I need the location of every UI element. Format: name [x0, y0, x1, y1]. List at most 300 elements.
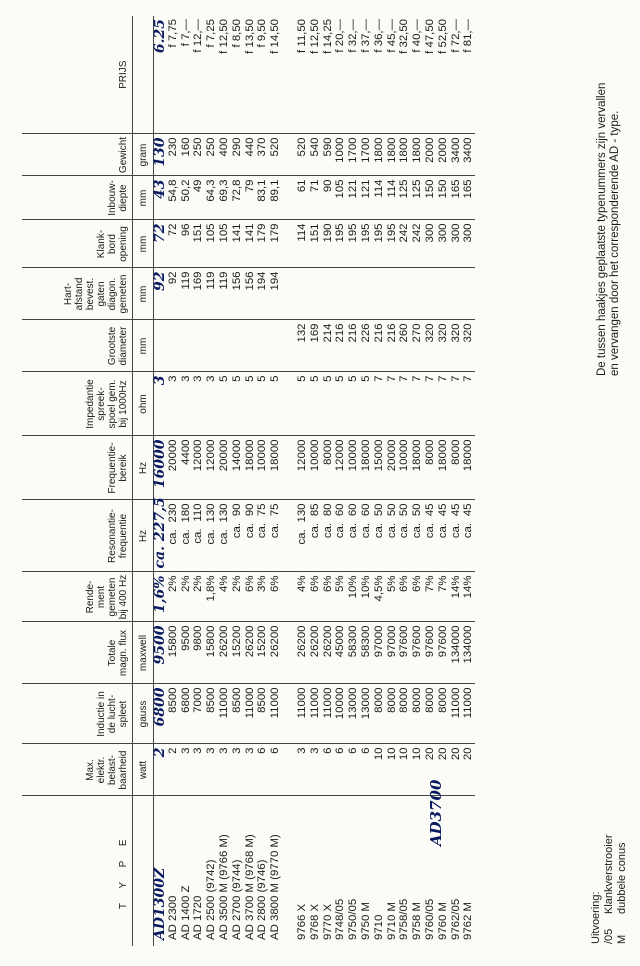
cell-freq-range: 18000	[244, 436, 257, 500]
cell-type: 9766 X	[296, 796, 309, 946]
cell-type: 9748/05	[334, 796, 347, 946]
cell-flux: 26200	[296, 622, 309, 684]
resonance-value: 90	[243, 503, 256, 517]
cell-baffle: 179	[256, 220, 269, 268]
footer-uitvoering: Uitvoering:	[590, 891, 602, 944]
cell-resonance	[244, 500, 257, 572]
unit-diameter: mm	[133, 320, 154, 372]
cell-freq-range: 12000	[296, 436, 309, 500]
approx-label: ca.	[398, 522, 411, 539]
cell-max-power: 3	[205, 744, 218, 796]
table-row	[256, 16, 269, 946]
resonance-value: 60	[347, 503, 360, 517]
cell-freq-range: 10000	[347, 436, 360, 500]
cell-type: 9762/05	[450, 796, 463, 946]
max-power-header: Max. elektr. belast- baarheid	[22, 744, 133, 796]
handwritten-baffle: 72	[154, 220, 167, 268]
cell-baffle: 300	[424, 220, 437, 268]
cell-efficiency: 2%	[231, 572, 244, 622]
footer-code-m: M	[616, 934, 628, 944]
spacer-cell	[282, 500, 296, 572]
cell-diameter: 320	[462, 320, 475, 372]
handwritten-depth: 43	[154, 176, 167, 220]
cell-price: f 81,—	[462, 19, 475, 53]
hole-spacing-header: Hart- afstand bevest. gaten diagon. gemeten	[22, 268, 133, 320]
cell-flux: 15200	[231, 622, 244, 684]
cell-induction: 8000	[398, 684, 411, 744]
table-row	[373, 16, 386, 946]
handwritten-freq-range: 16000	[154, 436, 167, 500]
approx-label: ca.	[295, 529, 308, 545]
cell-weight: 590	[322, 134, 335, 176]
unit-flux: maxwell	[133, 622, 154, 684]
cell-type: 9750/05	[347, 796, 360, 946]
cell-weight: 1700	[360, 134, 373, 176]
cell-resonance	[180, 500, 193, 572]
cell-freq-range: 12000	[205, 436, 218, 500]
cell-type: AD 2800 (9746)	[256, 796, 269, 946]
cell-resonance	[437, 500, 450, 572]
cell-freq-range: 18000	[437, 436, 450, 500]
cell-impedance: 3	[192, 372, 205, 436]
table-row	[360, 16, 373, 946]
cell-price: f 52,50	[436, 19, 449, 54]
table-row	[334, 16, 347, 946]
cell-flux: 58300	[360, 622, 373, 684]
cell-diameter: 320	[450, 320, 463, 372]
cell-induction: 7000	[192, 684, 205, 744]
resonance-header: Resonantie- frequentie	[22, 500, 133, 572]
cell-diameter: 270	[411, 320, 424, 372]
cell-freq-range: 8000	[424, 436, 437, 500]
cell-diameter	[180, 320, 193, 372]
table-row	[180, 16, 193, 946]
cell-impedance: 7	[373, 372, 386, 436]
cell-induction: 11000	[309, 684, 322, 744]
cell-depth: 83,1	[256, 176, 269, 220]
cell-efficiency: 6%	[398, 572, 411, 622]
cell-hole-spacing: 119	[205, 268, 218, 320]
cell-baffle: 300	[437, 220, 450, 268]
cell-resonance	[205, 500, 218, 572]
cell-freq-range: 14000	[231, 436, 244, 500]
approx-label: ca.	[256, 522, 269, 539]
table-row	[269, 16, 282, 946]
cell-impedance: 5	[309, 372, 322, 436]
cell-weight: 230	[167, 134, 180, 176]
approx-label: ca.	[372, 522, 385, 539]
cell-hole-spacing: 194	[269, 268, 282, 320]
cell-efficiency: 2%	[192, 572, 205, 622]
cell-induction: 10000	[334, 684, 347, 744]
cell-freq-range: 20000	[386, 436, 399, 500]
cell-diameter	[192, 320, 205, 372]
cell-impedance: 7	[411, 372, 424, 436]
cell-diameter	[231, 320, 244, 372]
cell-max-power: 10	[386, 744, 399, 796]
approx-label: ca.	[411, 522, 424, 539]
cell-baffle: 300	[462, 220, 475, 268]
cell-max-power: 20	[424, 744, 437, 796]
cell-impedance: 5	[256, 372, 269, 436]
cell-max-power: 3	[309, 744, 322, 796]
cell-weight: 1800	[398, 134, 411, 176]
resonance-value: 45	[423, 503, 436, 517]
resonance-value: 45	[449, 503, 462, 517]
cell-baffle: 300	[450, 220, 463, 268]
cell-resonance	[296, 500, 309, 572]
cell-price: f 11,50	[295, 19, 308, 53]
table-row	[205, 16, 218, 946]
induction-header: Inductie in de lucht- spleet	[22, 684, 133, 744]
cell-impedance: 5	[244, 372, 257, 436]
cell-hole-spacing: 92	[167, 268, 180, 320]
cell-max-power: 6	[256, 744, 269, 796]
cell-freq-range: 20000	[167, 436, 180, 500]
cell-induction: 8500	[231, 684, 244, 744]
approx-label: ca.	[243, 522, 256, 539]
table-row	[231, 16, 244, 946]
cell-diameter: 320	[424, 320, 437, 372]
cell-price: f 32,50	[398, 19, 411, 54]
cell-baffle: 195	[347, 220, 360, 268]
table-row	[192, 16, 205, 946]
cell-flux: 26200	[244, 622, 257, 684]
footer-note-line2: en vervangen door het corresponderende AD - type.	[609, 110, 621, 376]
cell-flux: 26200	[269, 622, 282, 684]
approx-label: ca.	[321, 522, 334, 539]
table-row	[322, 16, 335, 946]
table-row	[386, 16, 399, 946]
cell-freq-range: 10000	[398, 436, 411, 500]
cell-induction: 8500	[167, 684, 180, 744]
cell-flux: 9800	[192, 622, 205, 684]
cell-induction: 11000	[244, 684, 257, 744]
cell-resonance	[347, 500, 360, 572]
approx-label: ca.	[205, 529, 218, 545]
cell-resonance	[231, 500, 244, 572]
cell-hole-spacing	[450, 268, 463, 320]
cell-freq-range: 8000	[322, 436, 335, 500]
cell-resonance	[398, 500, 411, 572]
approx-label: ca.	[166, 529, 179, 545]
cell-hole-spacing	[322, 268, 335, 320]
efficiency-header: Rende- ment gemeten bij 400 Hz	[22, 572, 133, 622]
cell-diameter	[244, 320, 257, 372]
handwritten-type: AD1300Z	[154, 796, 167, 946]
cell-impedance: 3	[180, 372, 193, 436]
cell-type: AD 3700 M (9768 M)	[244, 796, 257, 946]
cell-type: AD 1400 Z	[180, 796, 193, 946]
table-row	[347, 16, 360, 946]
cell-baffle: 151	[309, 220, 322, 268]
cell-freq-range: 12000	[192, 436, 205, 500]
cell-flux: 26200	[218, 622, 231, 684]
cell-flux: 15200	[256, 622, 269, 684]
cell-flux: 26200	[309, 622, 322, 684]
handwritten-impedance: 3	[154, 372, 167, 436]
cell-price: f 36,—	[372, 19, 385, 53]
cell-price: f 9,50	[256, 19, 269, 48]
footer-code-05: /05	[603, 928, 615, 944]
cell-depth: 114	[373, 176, 386, 220]
cell-depth: 150	[437, 176, 450, 220]
cell-induction: 8000	[373, 684, 386, 744]
cell-hole-spacing	[411, 268, 424, 320]
cell-diameter	[269, 320, 282, 372]
resonance-value: 60	[334, 503, 347, 517]
cell-efficiency: 6%	[309, 572, 322, 622]
cell-weight: 1800	[373, 134, 386, 176]
cell-impedance: 5	[322, 372, 335, 436]
footer-code-05-text: Klankverstrooier	[603, 834, 615, 914]
cell-diameter: 260	[398, 320, 411, 372]
cell-max-power: 20	[450, 744, 463, 796]
cell-resonance	[386, 500, 399, 572]
cell-induction: 8500	[256, 684, 269, 744]
cell-baffle: 141	[244, 220, 257, 268]
spacer-cell	[282, 268, 296, 320]
spacer-cell	[282, 572, 296, 622]
cell-freq-range: 18000	[360, 436, 373, 500]
cell-price: f 40,—	[411, 19, 424, 53]
cell-depth: 165	[462, 176, 475, 220]
cell-type: 9760/05	[424, 796, 437, 946]
cell-baffle: 190	[322, 220, 335, 268]
cell-efficiency: 1,8%	[205, 572, 218, 622]
cell-weight: 2000	[424, 134, 437, 176]
cell-type: AD 2700 (9744)	[231, 796, 244, 946]
spacer-cell	[282, 320, 296, 372]
cell-price: f 12,—	[192, 19, 205, 53]
cell-efficiency: 7%	[424, 572, 437, 622]
type-header: T Y P E	[22, 796, 133, 946]
cell-weight: 400	[218, 134, 231, 176]
cell-depth: 121	[360, 176, 373, 220]
cell-induction: 8500	[205, 684, 218, 744]
cell-type: 9710	[373, 796, 386, 946]
cell-weight: 540	[309, 134, 322, 176]
cell-price: f 12,50	[217, 19, 230, 54]
cell-weight: 1000	[334, 134, 347, 176]
cell-baffle: 151	[192, 220, 205, 268]
cell-induction: 11000	[269, 684, 282, 744]
cell-weight: 290	[231, 134, 244, 176]
resonance-value: 50	[372, 503, 385, 517]
handwritten-price: 6.25	[152, 19, 168, 54]
cell-weight: 520	[269, 134, 282, 176]
cell-impedance: 5	[231, 372, 244, 436]
spacer-cell	[282, 684, 296, 744]
cell-freq-range: 8000	[450, 436, 463, 500]
table-row	[244, 16, 257, 946]
cell-depth: 64,3	[205, 176, 218, 220]
cell-hole-spacing: 169	[192, 268, 205, 320]
resonance-value: 50	[411, 503, 424, 517]
cell-flux: 26200	[322, 622, 335, 684]
cell-depth: 125	[411, 176, 424, 220]
cell-price: f 37,—	[359, 19, 372, 53]
cell-diameter: 132	[296, 320, 309, 372]
cell-max-power: 20	[462, 744, 475, 796]
cell-resonance	[373, 500, 386, 572]
cell-baffle: 179	[269, 220, 282, 268]
cell-impedance: 5	[218, 372, 231, 436]
cell-max-power: 3	[218, 744, 231, 796]
cell-price: f 72,—	[449, 19, 462, 53]
cell-depth: 89,1	[269, 176, 282, 220]
cell-freq-range: 4400	[180, 436, 193, 500]
resonance-value: 110	[192, 503, 205, 522]
resonance-value: 130	[295, 503, 308, 523]
cell-weight: 1800	[411, 134, 424, 176]
cell-efficiency: 3%	[256, 572, 269, 622]
cell-max-power: 6	[334, 744, 347, 796]
table-row	[167, 16, 180, 946]
cell-hole-spacing	[462, 268, 475, 320]
cell-resonance	[322, 500, 335, 572]
cell-impedance: 3	[205, 372, 218, 436]
handwritten-diameter	[154, 320, 167, 372]
cell-efficiency: 10%	[360, 572, 373, 622]
diameter-header: Grootste diameter	[22, 320, 133, 372]
cell-hole-spacing	[437, 268, 450, 320]
cell-impedance: 5	[269, 372, 282, 436]
cell-flux: 9500	[180, 622, 193, 684]
cell-resonance	[334, 500, 347, 572]
units-row	[133, 16, 154, 946]
resonance-value: 130	[217, 503, 230, 523]
unit-hole-spacing: mm	[133, 268, 154, 320]
cell-depth: 49	[192, 176, 205, 220]
cell-freq-range: 10000	[309, 436, 322, 500]
resonance-value: 45	[462, 503, 475, 517]
cell-max-power: 6	[360, 744, 373, 796]
cell-flux: 97600	[437, 622, 450, 684]
approx-label: ca.	[449, 522, 462, 539]
cell-type: 9770 X	[322, 796, 335, 946]
handwritten-row	[154, 16, 167, 946]
handwritten-induction: 6800	[154, 684, 167, 744]
resonance-value: 50	[385, 503, 398, 517]
cell-price: f 12,50	[308, 19, 321, 54]
cell-diameter: 216	[373, 320, 386, 372]
cell-induction: 8000	[411, 684, 424, 744]
cell-price: f 14,50	[269, 19, 282, 54]
cell-efficiency: 14%	[462, 572, 475, 622]
cell-depth: 121	[347, 176, 360, 220]
freq-range-header: Frequentie- bereik	[22, 436, 133, 500]
cell-max-power: 6	[269, 744, 282, 796]
spacer-cell	[282, 176, 296, 220]
cell-price: f 7,25	[205, 19, 218, 48]
cell-resonance	[411, 500, 424, 572]
approx-label: ca.	[334, 522, 347, 539]
weight-header: Gewicht	[22, 134, 133, 176]
unit-induction: gauss	[133, 684, 154, 744]
spacer-cell	[282, 622, 296, 684]
cell-max-power: 20	[437, 744, 450, 796]
table-row	[411, 16, 424, 946]
unit-type	[133, 796, 154, 946]
cell-diameter	[167, 320, 180, 372]
cell-depth: 54,8	[167, 176, 180, 220]
approx-label: ca.	[423, 522, 436, 539]
cell-diameter	[256, 320, 269, 372]
cell-diameter: 214	[322, 320, 335, 372]
cell-induction: 11000	[218, 684, 231, 744]
table-row	[218, 16, 231, 946]
cell-diameter: 169	[309, 320, 322, 372]
cell-price: f 47,50	[423, 19, 436, 54]
cell-max-power: 3	[192, 744, 205, 796]
cell-depth: 79	[244, 176, 257, 220]
table-row	[462, 16, 475, 946]
approx-label: ca.	[192, 528, 205, 544]
unit-depth: mm	[133, 176, 154, 220]
cell-freq-range: 12000	[334, 436, 347, 500]
unit-baffle: mm	[133, 220, 154, 268]
cell-induction: 8000	[424, 684, 437, 744]
cell-induction: 6800	[180, 684, 193, 744]
cell-efficiency: 4,5%	[373, 572, 386, 622]
cell-efficiency: 6%	[269, 572, 282, 622]
price-header: PRIJS	[22, 16, 133, 134]
cell-efficiency: 6%	[411, 572, 424, 622]
cell-hole-spacing	[360, 268, 373, 320]
cell-baffle: 141	[231, 220, 244, 268]
cell-efficiency: 5%	[386, 572, 399, 622]
cell-hole-spacing	[386, 268, 399, 320]
cell-hole-spacing	[334, 268, 347, 320]
approx-label: ca.	[385, 522, 398, 539]
unit-efficiency	[133, 572, 154, 622]
cell-type: AD 3800 M (9770 M)	[269, 796, 282, 946]
cell-price: f 13,50	[243, 19, 256, 54]
cell-freq-range: 18000	[411, 436, 424, 500]
baffle-header: Klank- bord opening	[22, 220, 133, 268]
approx-label: ca.	[347, 522, 360, 539]
cell-max-power: 2	[167, 744, 180, 796]
cell-price: f 7,75	[166, 19, 179, 48]
cell-hole-spacing	[347, 268, 360, 320]
cell-resonance	[167, 500, 180, 572]
cell-freq-range: 15000	[373, 436, 386, 500]
cell-hole-spacing	[398, 268, 411, 320]
cell-max-power: 3	[231, 744, 244, 796]
resonance-value: 45	[436, 503, 449, 517]
cell-weight: 3400	[462, 134, 475, 176]
handwritten-note: AD3700	[427, 779, 445, 846]
cell-flux: 97000	[373, 622, 386, 684]
cell-type: 9758 M	[411, 796, 424, 946]
footer-note-line1: De tussen haakjes geplaatste typenummers zijn vervallen	[596, 82, 608, 376]
cell-impedance: 7	[398, 372, 411, 436]
cell-max-power: 3	[296, 744, 309, 796]
cell-weight: 250	[192, 134, 205, 176]
unit-resonance: Hz	[133, 500, 154, 572]
cell-induction: 11000	[322, 684, 335, 744]
cell-flux: 134000	[450, 622, 463, 684]
approx-label: ca.	[230, 522, 243, 539]
footer-legend	[590, 835, 629, 944]
table-row	[398, 16, 411, 946]
cell-depth: 69,3	[218, 176, 231, 220]
group-spacer	[282, 16, 296, 946]
unit-weight: gram	[133, 134, 154, 176]
cell-impedance: 5	[334, 372, 347, 436]
cell-weight: 440	[244, 134, 257, 176]
